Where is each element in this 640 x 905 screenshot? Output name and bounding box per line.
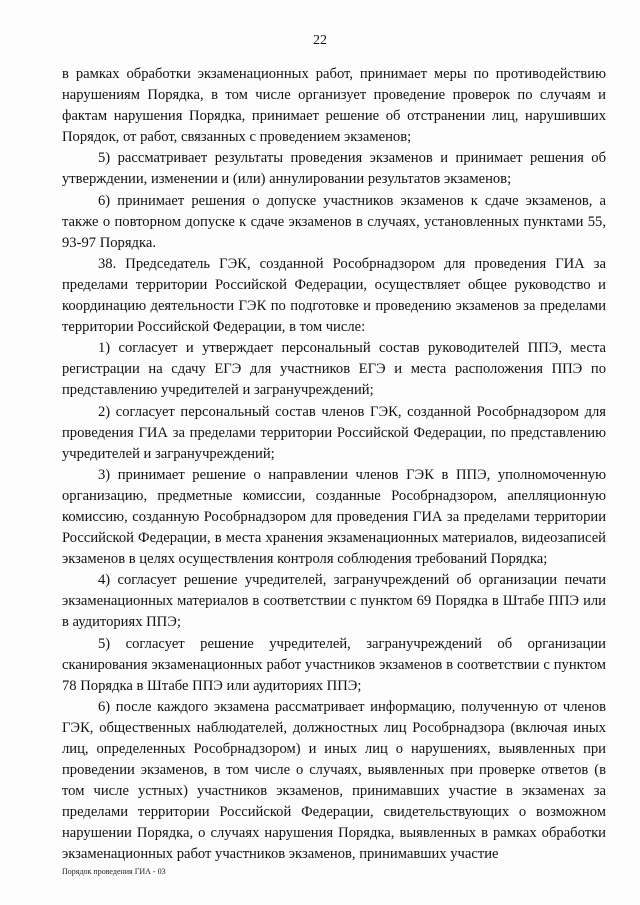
page-number: 22 (313, 33, 327, 48)
paragraph-38-item-5: 5) согласует решение учредителей, загранучреждений об организации сканирования экзаменационных работ участников экзаменов в соответствии с пунктом 78 Порядка в Штабе ППЭ или аудиториях ППЭ; (62, 635, 606, 694)
paragraph-item-5: 5) рассматривает результаты проведения экзаменов и принимает решения об утверждении, изменении и (или) аннулировании результатов экзаменов; (62, 150, 606, 188)
document-body (62, 64, 606, 866)
paragraph-continuation: в рамках обработки экзаменационных работ, принимает меры по противодействию нарушениям Порядка, в том числе организует проведение проверок по случаям и фактам нарушения Порядка, принимает решение об отстранении лиц, нарушивших Порядок, от работ, связанных с проведением экзаменов; (62, 66, 606, 146)
paragraph-38-item-1: 1) согласует и утверждает персональный состав руководителей ППЭ, места регистрации на сдачу ЕГЭ для участников ЕГЭ и места расположения ППЭ по представлению учредителей и загранучреждений; (62, 340, 606, 399)
page-footer: Порядок проведения ГИА - 03 (62, 867, 166, 876)
paragraph-38-item-6: 6) после каждого экзамена рассматривает информацию, полученную от членов ГЭК, общественных наблюдателей, должностных лиц Рособрнадзора (включая иных лиц, определенных Рособрнадзором) и иных лиц о нарушениях, выявленных при проведении экзаменов, в том числе о случаях, выявленных при проверке ответов (в том числе устных) участников экзаменов, принимавших участие в экзаменах за пределами территории Российской Федерации, свидетельствующих о возможном нарушении Порядка, о случаях нарушения Порядка, выявленных в рамках обработки экзаменационных работ участников экзаменов, принимавших участие (62, 698, 606, 863)
paragraph-38-item-4: 4) согласует решение учредителей, загранучреждений об организации печати экзаменационных материалов в соответствии с пунктом 69 Порядка в Штабе ППЭ или в аудиториях ППЭ; (62, 572, 606, 631)
paragraph-38-item-3: 3) принимает решение о направлении членов ГЭК в ППЭ, уполномоченную организацию, предметные комиссии, созданные Рособрнадзором, апелляционную комиссию, созданную Рособрнадзором для проведения ГИА за пределами территории Российской Федерации, в места хранения экзаменационных материалов, видеозаписей экзаменов в целях осуществления контроля соблюдения требований Порядка; (62, 466, 606, 568)
paragraph-item-6: 6) принимает решения о допуске участников экзаменов к сдаче экзаменов, а также о повторном допуске к сдаче экзаменов в случаях, установленных пунктами 55, 93-97 Порядка. (62, 192, 606, 251)
paragraph-section-38: 38. Председатель ГЭК, созданной Рособрнадзором для проведения ГИА за пределами территории Российской Федерации, осуществляет общее руководство и координацию деятельности ГЭК по подготовке и проведению экзаменов за пределами территории Российской Федерации, в том числе: (62, 255, 606, 336)
paragraph-38-item-2: 2) согласует персональный состав членов ГЭК, созданной Рособрнадзором для проведения ГИА за пределами территории Российской Федерации, по представлению учредителей и загранучреждений; (62, 403, 606, 462)
